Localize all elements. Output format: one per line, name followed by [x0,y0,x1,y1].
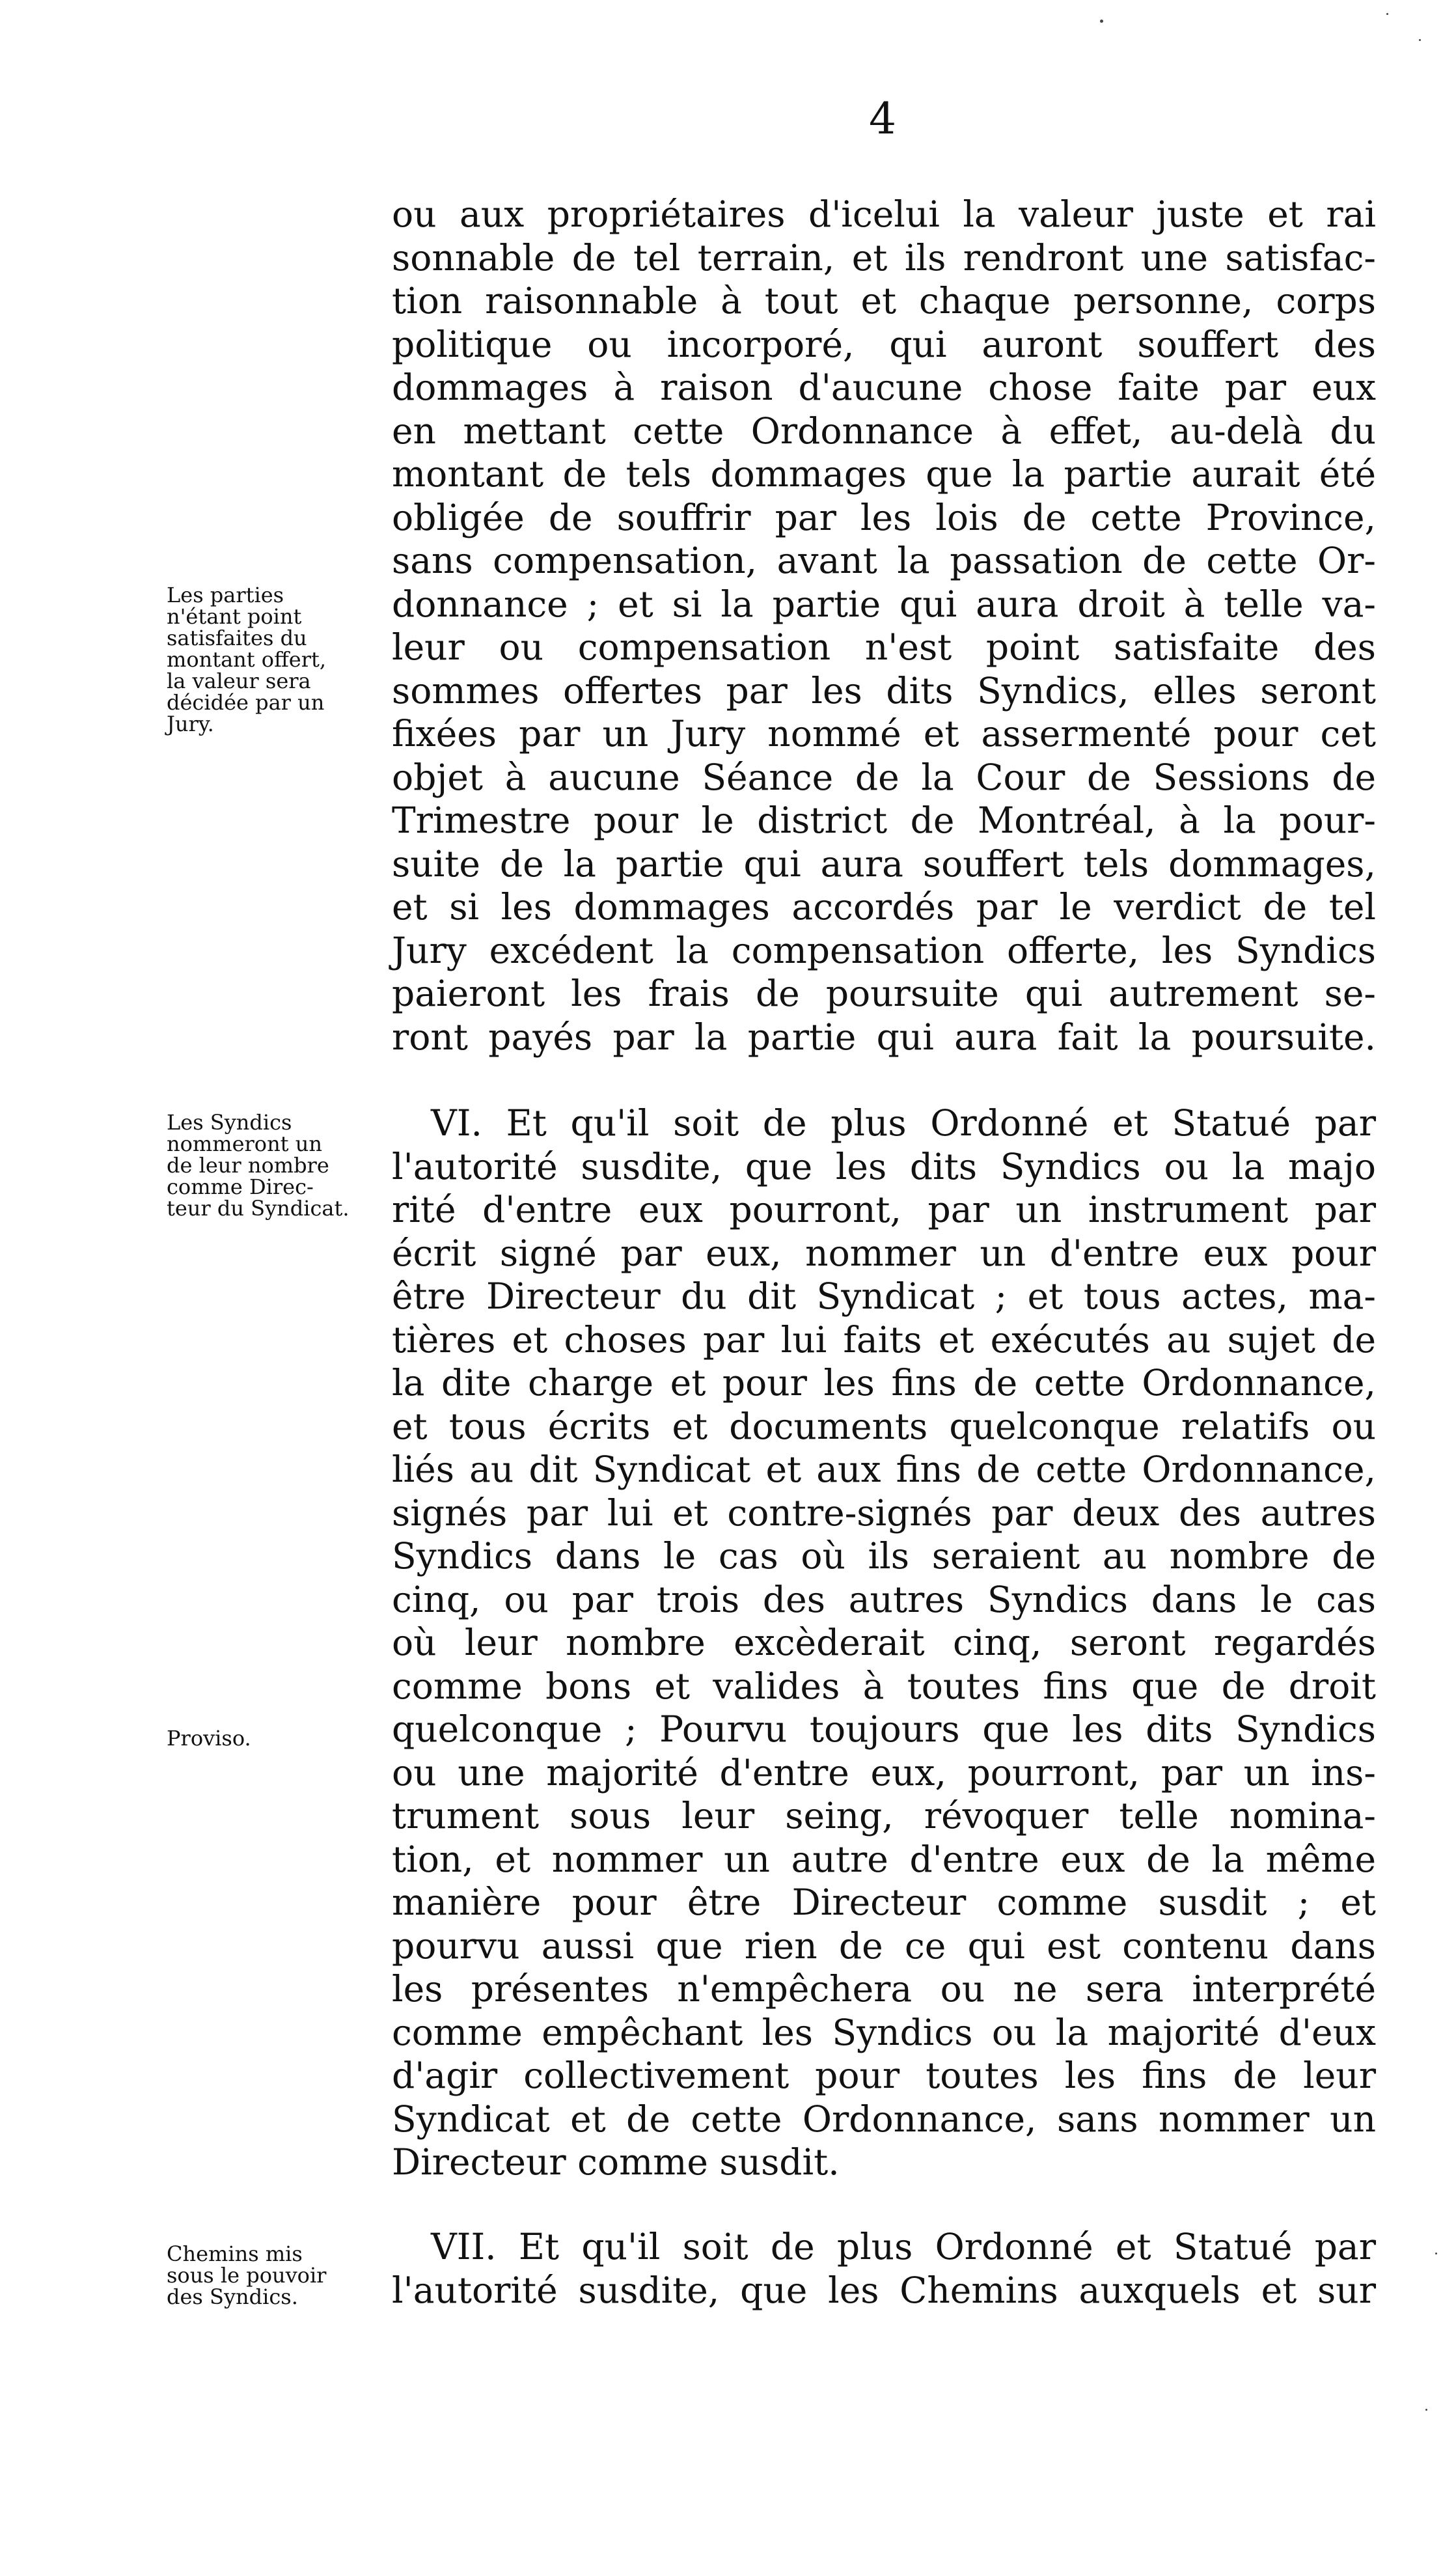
text-line: les présentes n'empêchera ou ne sera interprété [392,1968,1376,2010]
text-line: Trimestre pour le district de Montréal, à la pour- [392,799,1376,841]
scan-speck [1386,13,1388,15]
text-line: rité d'entre eux pourront, par un instrument par [392,1189,1376,1230]
section-vi [392,1102,1376,2184]
text-line: Syndics dans le cas où ils seraient au nombre de [392,1535,1376,1577]
margin-note-line: nommeront un [167,1131,322,1156]
text-line: d'agir collectivement pour toutes les fins de leur [392,2055,1376,2096]
text-line: tières et choses par lui faits et exécutés au sujet de [392,1318,1376,1361]
text-line: donnance ; et si la partie qui aura droit à telle va- [392,583,1376,625]
margin-note-line: de leur nombre [167,1153,329,1178]
page-number: 4 [869,94,896,144]
text-line: en mettant cette Ordonnance à effet, au-delà du [392,409,1376,452]
text-line: tion, et nommer un autre d'entre eux de la même [392,1838,1376,1880]
text-line: et tous écrits et documents quelconque relatifs ou [392,1405,1376,1447]
scan-speck [1419,39,1421,41]
text-line: l'autorité susdite, que les dits Syndics ou la majo [392,1145,1376,1187]
margin-note-chemins [167,2243,388,2308]
margin-note-line: la valeur sera [167,669,311,693]
text-line: sommes offertes par les dits Syndics, elles seront [392,669,1376,712]
text-line: ou aux propriétaires d'icelui la valeur juste et rai [392,193,1376,235]
text-line: cinq, ou par trois des autres Syndics dans le cas [392,1578,1376,1620]
text-line: paieront les frais de poursuite qui autrement se- [392,973,1376,1014]
text-line: Jury excédent la compensation offerte, les Syndics [392,929,1376,971]
margin-note-line: n'étant point [167,604,302,629]
text-line: où leur nombre excèderait cinq, seront regardés [392,1622,1376,1663]
text-line: objet à aucune Séance de la Cour de Sessions de [392,756,1376,798]
margin-note-line: Chemins mis [167,2241,303,2266]
text-line: trument sous leur seing, révoquer telle nomina- [392,1795,1376,1837]
text-line: obligée de souffrir par les lois de cette Province, [392,496,1376,538]
text-line: écrit signé par eux, nommer un d'entre eux pour [392,1232,1376,1274]
section-vii [392,2225,1376,2312]
text-line: la dite charge et pour les fins de cette Ordonnance, [392,1362,1376,1404]
text-line: VII. Et qu'il soit de plus Ordonné et Statué par [431,2226,1376,2268]
scan-speck [1100,20,1103,23]
text-line: dommages à raison d'aucune chose faite par eux [392,367,1376,408]
text-line: ou une majorité d'entre eux, pourront, par un ins- [392,1751,1376,1794]
text-line: comme empêchant les Syndics ou la majorité d'eux [392,2011,1376,2053]
text-line: Syndicat et de cette Ordonnance, sans nommer un [392,2098,1376,2140]
text-line: l'autorité susdite, que les Chemins auxquels et sur [392,2269,1376,2311]
text-line: liés au dit Syndicat et aux fins de cette Ordonnance, [392,1449,1376,1490]
text-line: politique ou incorporé, qui auront souffert des [392,323,1376,365]
text-line: leur ou compensation n'est point satisfaite des [392,626,1376,668]
text-line: quelconque ; Pourvu toujours que les dits Syndics [392,1708,1376,1750]
paragraph-continuation [392,193,1376,1059]
text-line: manière pour être Directeur comme susdit ; et [392,1881,1376,1923]
margin-note-line: Les Syndics [167,1110,292,1135]
margin-note-jury [167,585,388,735]
text-line: Directeur comme susdit. [392,2141,840,2183]
margin-note-line: Proviso. [167,1726,251,1751]
scan-speck [1435,2253,1437,2254]
text-line: montant de tels dommages que la partie aurait été [392,453,1376,495]
margin-note-directeur [167,1112,388,1219]
margin-note-line: Jury. [167,712,214,736]
margin-note-line: sous le pouvoir [167,2263,327,2288]
text-line: ront payés par la partie qui aura fait la poursuite. [392,1016,1376,1058]
text-line: comme bons et valides à toutes fins que de droit [392,1665,1376,1707]
margin-note-line: teur du Syndicat. [167,1196,350,1221]
text-line: signés par lui et contre-signés par deux des autres [392,1491,1376,1534]
text-line: suite de la partie qui aura souffert tels dommages, [392,842,1376,885]
text-line: fixées par un Jury nommé et assermenté pour cet [392,713,1376,755]
margin-note-line: montant offert, [167,647,327,672]
margin-note-proviso [167,1728,388,1749]
margin-note-line: des Syndics. [167,2284,298,2309]
text-line: sans compensation, avant la passation de cette Or- [392,540,1376,581]
text-line: sonnable de tel terrain, et ils rendront une satisfac- [392,236,1376,279]
margin-note-line: Les parties [167,583,284,607]
text-line: et si les dommages accordés par le verdict de tel [392,886,1376,928]
margin-note-line: comme Direc- [167,1174,314,1199]
scan-speck [1425,2409,1427,2411]
text-line: être Directeur du dit Syndicat ; et tous actes, ma- [392,1275,1376,1317]
text-line: tion raisonnable à tout et chaque personne, corps [392,280,1376,322]
margin-note-line: satisfaites du [167,626,307,650]
margin-note-line: décidée par un [167,690,325,715]
text-line: VI. Et qu'il soit de plus Ordonné et Statué par [431,1102,1376,1144]
text-line: pourvu aussi que rien de ce qui est contenu dans [392,1924,1376,1967]
